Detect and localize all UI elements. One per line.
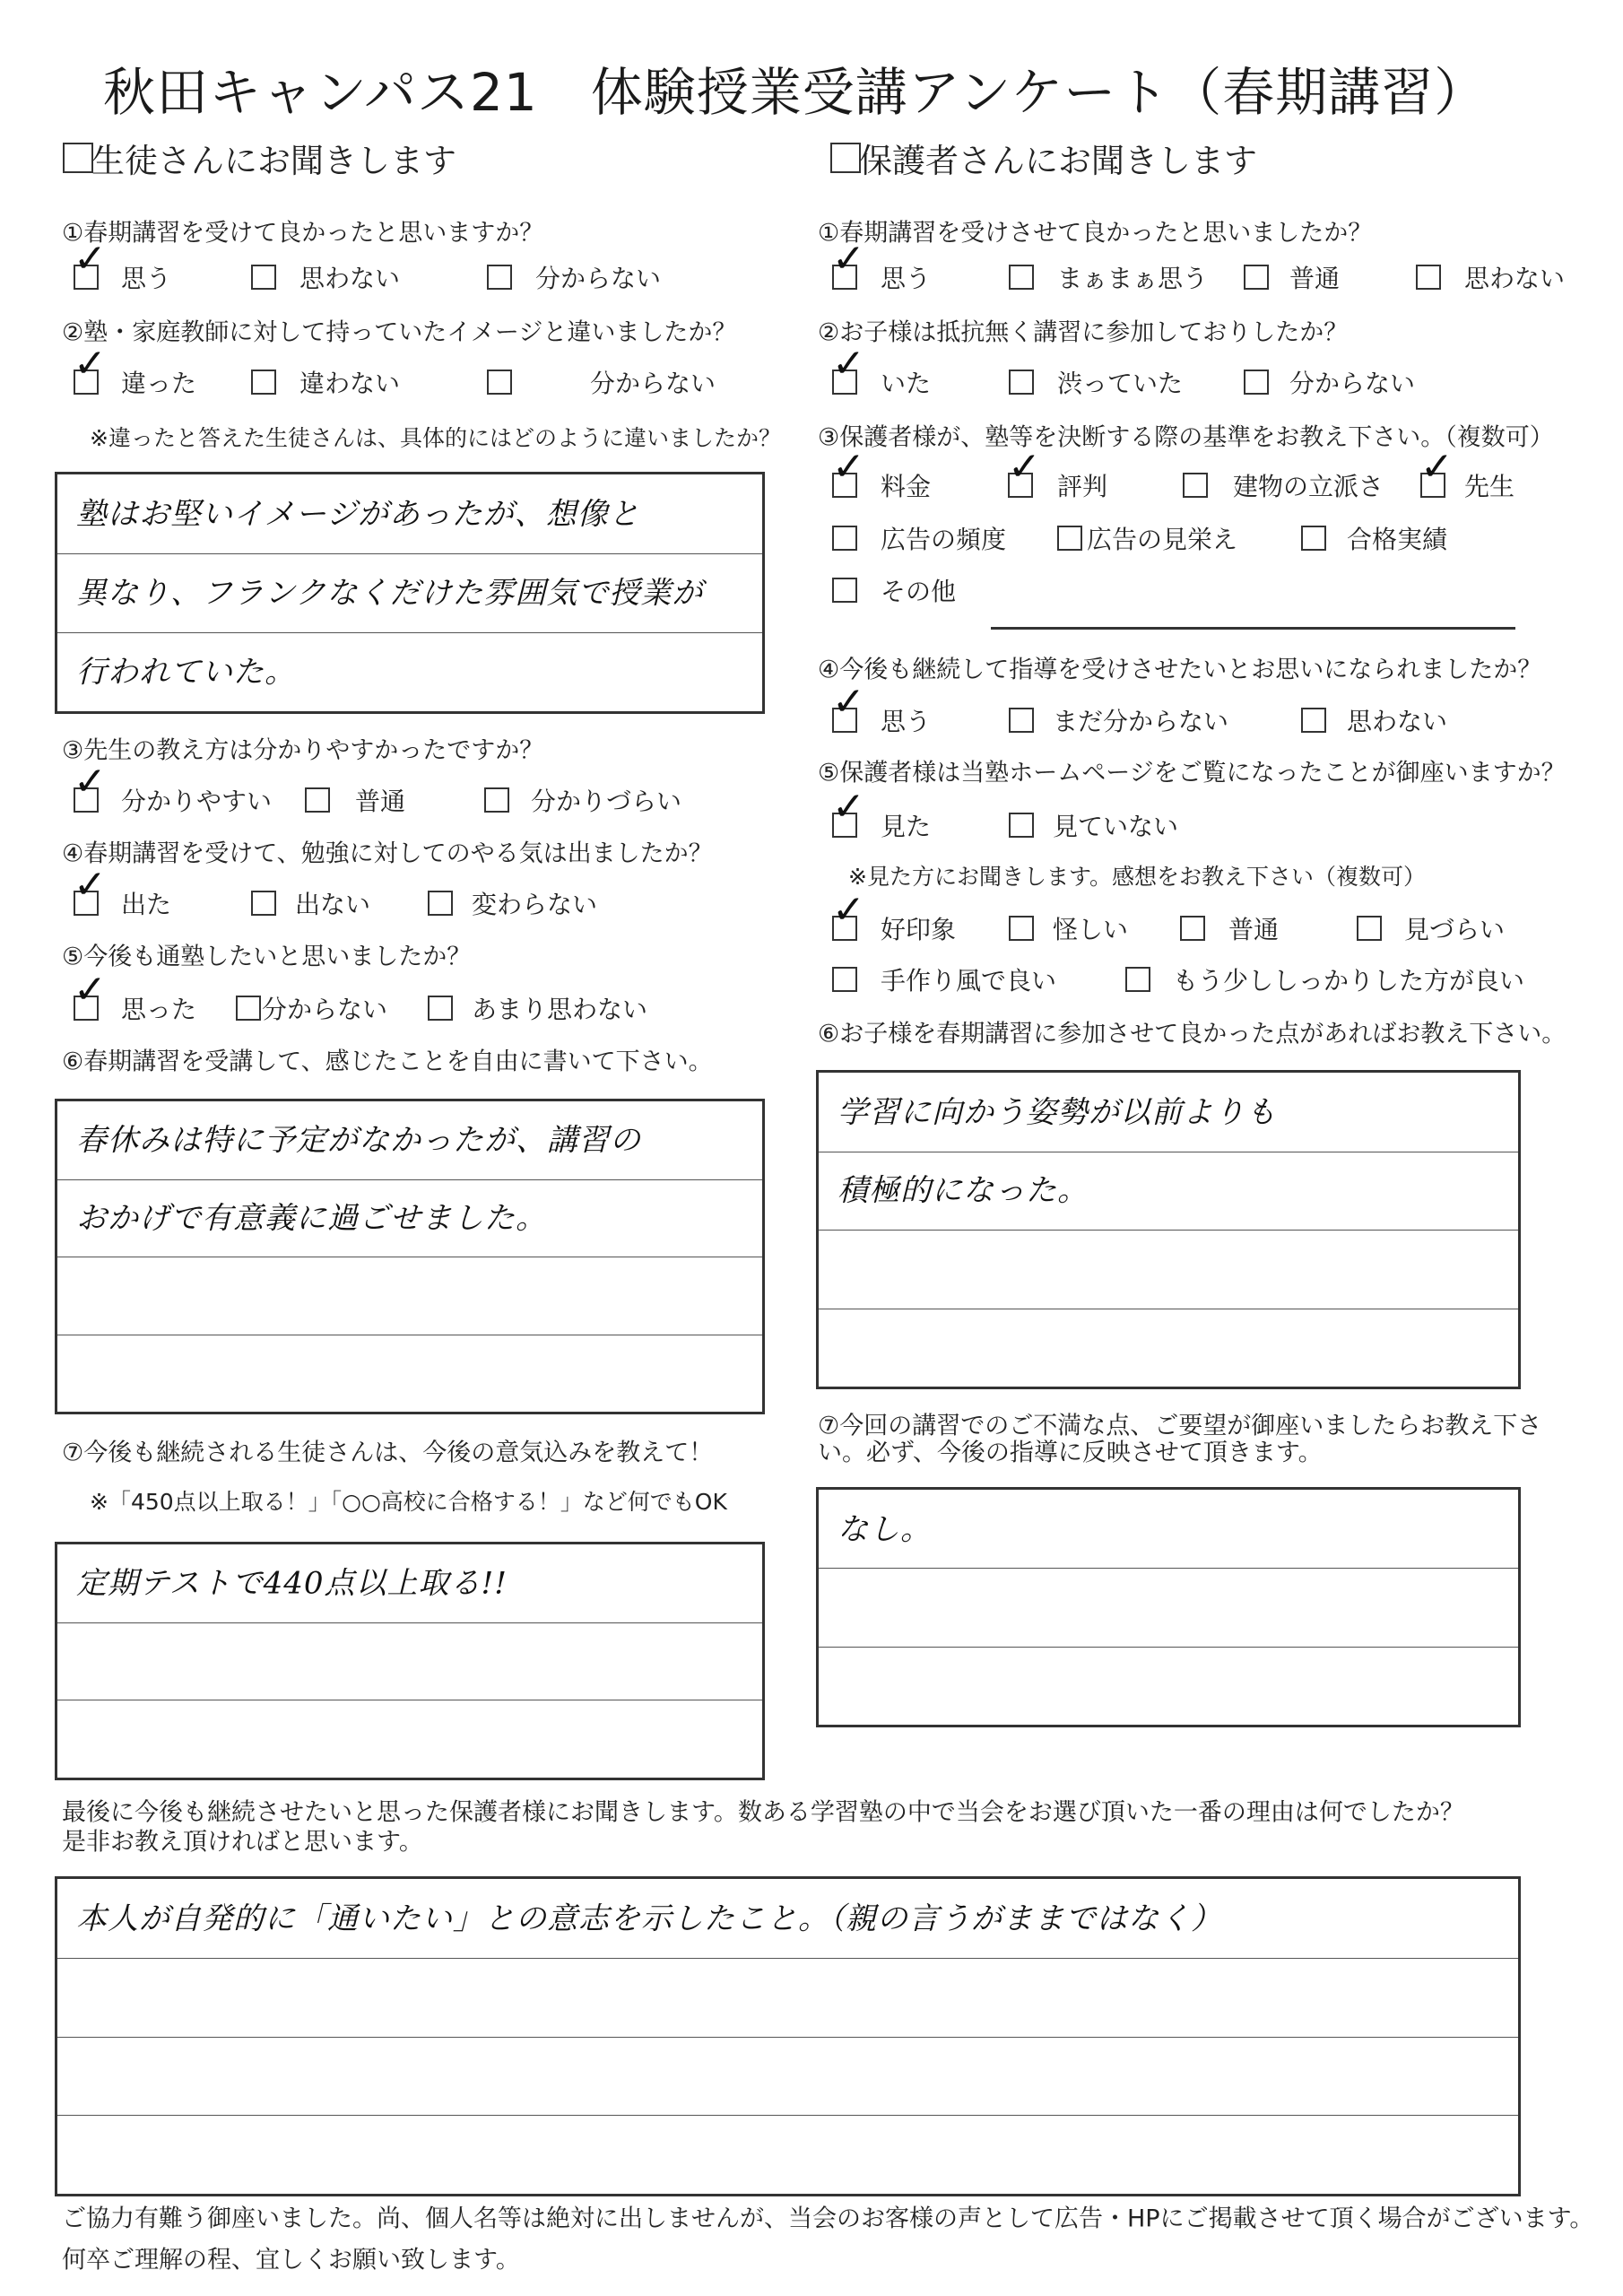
checkbox-option[interactable] (1009, 916, 1034, 941)
checkbox-option[interactable] (74, 862, 107, 916)
handwritten-answer: 異なり、フランクなくだけた雰囲気で授業が (76, 575, 704, 612)
checkbox-option[interactable] (832, 526, 857, 551)
question-text: ⑤保護者様は当塾ホームページをご覧になったことが御座いますか？ (818, 759, 1566, 787)
option-label: 思う (121, 264, 172, 293)
checkbox-option[interactable] (1244, 265, 1269, 290)
checkbox-option[interactable] (1420, 444, 1454, 498)
question-text: ③保護者様が、塾等を決断する際の基準をお教え下さい。（複数可） (818, 423, 1554, 452)
checkbox-option[interactable] (1301, 526, 1326, 551)
checkbox-option[interactable] (1357, 916, 1382, 941)
option-label: 渋っていた (1057, 369, 1184, 398)
handwritten-answer: 積極的になった。 (838, 1172, 1089, 1209)
option-label: 広告の頻度 (881, 525, 1007, 554)
checkbox-option[interactable] (832, 236, 865, 290)
question-text: ①春期講習を受けさせて良かったと思いましたか？ (818, 219, 1373, 248)
question-text: ②お子様は抵抗無く講習に参加しておりしたか？ (818, 318, 1349, 347)
option-label: 違わない (299, 369, 401, 398)
checkmark-icon: ✓ (1420, 444, 1454, 490)
checkbox-option[interactable] (1009, 265, 1034, 290)
checkbox-option[interactable] (484, 787, 509, 813)
question-text: ⑦今後も継続される生徒さんは、今後の意気込みを教えて！ (62, 1439, 714, 1467)
note-text: ※見た方にお聞きします。感想をお教え下さい（複数可） (848, 864, 1426, 890)
checkbox-option[interactable] (832, 341, 865, 395)
parent-section-heading: 保護者さんにお聞きします (859, 142, 1257, 180)
option-label: 思わない (299, 264, 401, 293)
checkbox-option[interactable] (1009, 370, 1034, 395)
checkmark-icon: ✓ (832, 341, 865, 387)
handwritten-answer: 本人が自発的に「通いたい」との意志を示したこと。（親の言うがままではなく） (76, 1900, 1222, 1937)
option-label: 料金 (881, 472, 932, 501)
option-label: 思う (881, 707, 932, 736)
question-text: ⑤今後も通塾したいと思いましたか？ (62, 943, 472, 971)
option-label: 怪しい (1053, 915, 1129, 944)
checkbox-option[interactable] (251, 265, 276, 290)
checkbox-option[interactable] (1009, 813, 1034, 838)
question-text: ③先生の教え方は分かりやすかったですか？ (62, 736, 544, 765)
ruled-line (819, 1647, 1518, 1648)
handwritten-answer: 学習に向かう姿勢が以前よりも (838, 1094, 1277, 1131)
question-text: ⑥お子様を春期講習に参加させて良かった点があればお教え下さい。 (818, 1020, 1567, 1048)
footer-text: 何卒ご理解の程、宜しくお願い致します。 (62, 2246, 520, 2274)
option-label: 分からない (535, 264, 662, 293)
checkbox-option[interactable] (832, 444, 865, 498)
page-title: 秋田キャンパス21 体験授業受講アンケート（春期講習） (103, 62, 1488, 123)
option-label: 好印象 (881, 915, 957, 944)
checkbox-option[interactable] (832, 578, 857, 603)
checkbox-option[interactable] (1244, 370, 1269, 395)
checkmark-icon: ✓ (832, 887, 865, 933)
ruled-line (57, 553, 762, 554)
footer-text: ご協力有難う御座いました。尚、個人名等は絶対に出しませんが、当会のお客様の声として広告・HPにご掲載させて頂く場合がございます。 (62, 2205, 1594, 2233)
checkbox-option[interactable] (236, 996, 261, 1021)
option-label: 見ていない (1053, 812, 1179, 841)
checkbox-option[interactable] (74, 967, 107, 1021)
option-label: 評判 (1057, 472, 1108, 501)
ruled-line (57, 2037, 1518, 2038)
checkbox-option[interactable] (74, 341, 107, 395)
checkmark-icon: ✓ (832, 679, 865, 725)
checkmark-icon: ✓ (832, 236, 865, 282)
checkbox-option[interactable] (1125, 967, 1150, 992)
final-question-text: 是非お教え頂ければと思います。 (62, 1828, 423, 1857)
ruled-line (819, 1230, 1518, 1231)
question-text: い。必ず、今後の指導に反映させて頂きます。 (818, 1439, 1323, 1467)
handwritten-answer: おかげで有意義に過ごせました。 (76, 1200, 547, 1237)
question-text: ④今後も継続して指導を受けさせたいとお思いになられましたか？ (818, 656, 1542, 684)
checkbox-option[interactable] (1416, 265, 1441, 290)
checkbox-option[interactable] (1057, 526, 1082, 551)
option-label: 思わない (1464, 264, 1566, 293)
ruled-line (57, 2115, 1518, 2116)
option-label: もう少ししっかりした方が良い (1173, 966, 1525, 996)
ruled-line (819, 1568, 1518, 1569)
ruled-line (57, 1958, 1518, 1959)
option-label: まぁまぁ思う (1057, 264, 1209, 293)
checkmark-icon: ✓ (832, 444, 865, 490)
checkbox-option[interactable] (832, 967, 857, 992)
question-text: ⑦今回の講習でのご不満な点、ご要望が御座いましたらお教え下さ (818, 1412, 1542, 1440)
checkbox-option[interactable] (74, 759, 107, 813)
question-text: ④春期講習を受けて、勉強に対してのやる気は出ましたか？ (62, 839, 713, 868)
checkbox-option[interactable] (74, 236, 107, 290)
option-label: その他 (881, 577, 957, 606)
checkbox-option[interactable] (251, 370, 276, 395)
option-label: 分からない (262, 995, 388, 1024)
ruled-line (57, 1622, 762, 1623)
section-checkbox[interactable] (63, 143, 93, 173)
handwritten-answer: 春休みは特に予定がなかったが、講習の (76, 1122, 641, 1159)
ruled-line (57, 632, 762, 633)
option-label: 広告の見栄え (1087, 525, 1238, 554)
checkmark-icon: ✓ (74, 862, 107, 908)
option-label: あまり思わない (472, 995, 648, 1024)
handwritten-answer: なし。 (838, 1511, 932, 1548)
option-label: 分かりやすい (121, 787, 273, 816)
checkbox-option[interactable] (1180, 916, 1205, 941)
checkbox-option[interactable] (1009, 708, 1034, 733)
question-text: ②塾・家庭教師に対して持っていたイメージと違いましたか？ (62, 318, 737, 347)
option-label: 普通 (355, 787, 406, 816)
student-section-heading: 生徒さんにお聞きします (91, 142, 456, 180)
checkbox-option[interactable] (1008, 444, 1041, 498)
checkbox-option[interactable] (832, 887, 865, 941)
option-label: 合格実績 (1347, 525, 1448, 554)
option-label: 思った (121, 995, 197, 1024)
handwritten-answer: 塾はお堅いイメージがあったが、想像と (76, 496, 640, 533)
option-label: いた (881, 369, 932, 398)
option-label: 建物の立派さ (1233, 472, 1384, 501)
checkbox-option[interactable] (428, 891, 453, 916)
checkbox-option[interactable] (832, 679, 865, 733)
checkbox-option[interactable] (305, 787, 330, 813)
option-label: 普通 (1289, 264, 1341, 293)
option-label: 分からない (590, 369, 716, 398)
checkbox-option[interactable] (832, 784, 865, 838)
checkmark-icon: ✓ (832, 784, 865, 830)
option-label: 見づらい (1404, 915, 1506, 944)
question-text: ①春期講習を受けて良かったと思いますか？ (62, 219, 544, 248)
checkbox-option[interactable] (1183, 473, 1208, 498)
checkmark-icon: ✓ (74, 967, 107, 1013)
option-label: 分からない (1289, 369, 1416, 398)
option-label: 思う (881, 264, 932, 293)
note-text: ※違ったと答えた生徒さんは、具体的にはどのように違いましたか？ (90, 425, 781, 451)
checkmark-icon: ✓ (1008, 444, 1041, 490)
checkbox-option[interactable] (251, 891, 276, 916)
final-question-text: 最後に今後も継続させたいと思った保護者様にお聞きします。数ある学習塾の中で当会をお選び頂いた一番の理由は何でしたか？ (62, 1798, 1464, 1827)
checkmark-icon: ✓ (74, 236, 107, 282)
checkbox-option[interactable] (487, 265, 512, 290)
other-write-in-line[interactable] (991, 627, 1515, 630)
option-label: 普通 (1228, 915, 1280, 944)
option-label: 見た (881, 812, 932, 841)
option-label: 手作り風で良い (881, 966, 1057, 996)
section-checkbox[interactable] (830, 143, 861, 173)
checkmark-icon: ✓ (74, 341, 107, 387)
handwritten-answer: 行われていた。 (76, 654, 296, 691)
question-text: ⑥春期講習を受講して、感じたことを自由に書いて下さい。 (62, 1048, 713, 1076)
checkmark-icon: ✓ (74, 759, 107, 804)
option-label: 違った (121, 369, 197, 398)
checkbox-option[interactable] (1301, 708, 1326, 733)
ruled-line (57, 1179, 762, 1180)
handwritten-answer: 定期テストで440点以上取る!! (76, 1565, 508, 1602)
option-label: 出ない (295, 890, 371, 919)
option-label: まだ分からない (1053, 707, 1229, 736)
option-label: 変わらない (472, 890, 598, 919)
note-text: ※「450点以上取る！」「○○高校に合格する！」など何でもOK (90, 1489, 727, 1515)
checkbox-option[interactable] (487, 370, 512, 395)
option-label: 思わない (1347, 707, 1448, 736)
option-label: 出た (121, 890, 172, 919)
option-label: 先生 (1464, 472, 1515, 501)
checkbox-option[interactable] (428, 996, 453, 1021)
option-label: 分かりづらい (531, 787, 682, 816)
